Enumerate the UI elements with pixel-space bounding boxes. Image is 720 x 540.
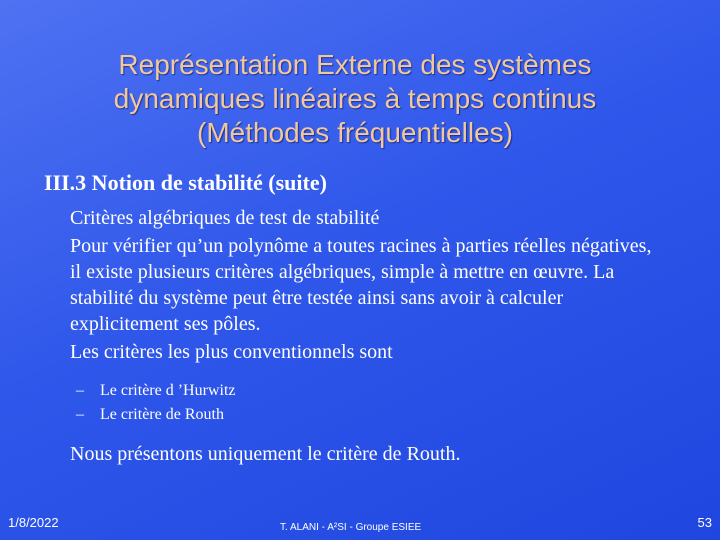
body-paragraph: Pour vérifier qu’un polynôme a toutes racines à parties réelles négatives, il existe plusieurs critères algébriques, simple à mettre en œuvre. La stabilité du système peut être testée ainsi sans avoir à calculer explicitement ses pôles.: [70, 235, 652, 335]
body-content: [70, 205, 660, 467]
conclusion: Nous présentons uniquement le critère de Routh.: [70, 443, 461, 465]
slide-title: [20, 48, 690, 150]
section-heading: III.3 Notion de stabilité (suite): [44, 170, 327, 195]
page-number: 53: [697, 515, 712, 530]
title-line-2: dynamiques linéaires à temps continus: [113, 83, 597, 114]
body-subheading: Critères algébriques de test de stabilité: [70, 207, 380, 229]
footer-author: T. ALANI - A²SI - Groupe ESIEE: [280, 522, 422, 533]
footer-date: 1/8/2022: [8, 515, 59, 530]
dash-bullet: –: [76, 382, 84, 399]
list-item: [76, 379, 660, 403]
title-line-1: Représentation Externe des systèmes: [118, 49, 592, 80]
criteria-list: [76, 379, 660, 427]
list-item: [76, 403, 660, 427]
criterion-label: Le critère d ’Hurwitz: [100, 382, 236, 399]
title-line-3: (Méthodes fréquentielles): [197, 117, 513, 148]
dash-bullet: –: [76, 406, 84, 423]
criterion-label: Le critère de Routh: [100, 406, 224, 423]
list-intro: Les critères les plus conventionnels sont: [70, 341, 393, 363]
